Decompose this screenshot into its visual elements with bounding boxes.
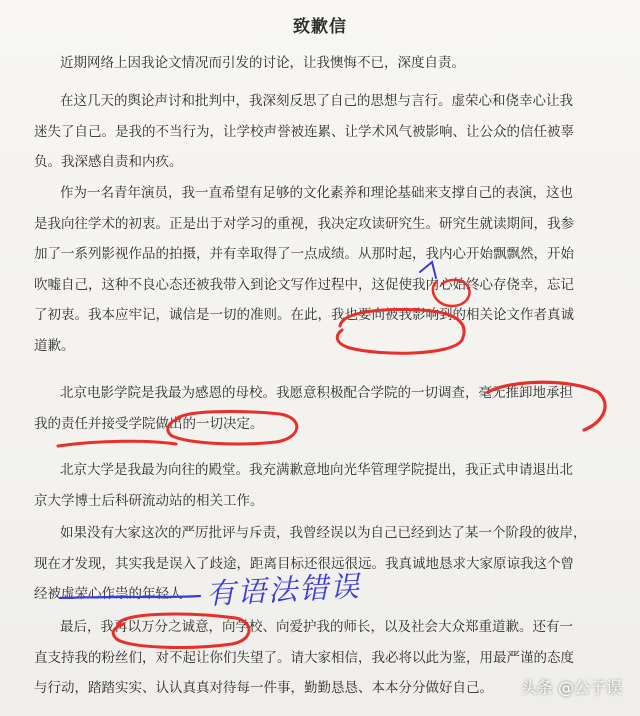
text-line: 吹嘘自己，这种不良心态还被我带入到论文写作过程中，这促使我内心始终心存侥幸，忘记 <box>34 276 574 293</box>
text-line: 是我向往学术的初衷。正是出于对学习的重视，我决定攻读研究生。研究生就读期间，我参 <box>34 215 574 232</box>
paragraph-3 <box>34 178 590 361</box>
text-line: 道歉。 <box>34 337 75 354</box>
text-line: 最后，我再以万分之诚意，向学校、向爱护我的师长，以及社会大众郑重道歉。还有一 <box>60 619 573 635</box>
text-line: 了初衷。我本应牢记，诚信是一切的准则。在此，我也要向被我影响到的相关论文作者真诚 <box>34 307 574 323</box>
handwritten-note: 有语法错误 <box>205 568 362 612</box>
text-line: 作为一名青年演员，我一直希望有足够的文化素养和理论基础来支撑自己的表演，这也 <box>60 185 573 201</box>
text-line: 现在才发现，其实我是误入了歧途，距离目标还很远很远。我真诚地恳求大家原谅我这个曾 <box>34 555 574 572</box>
text-line: 在这几天的舆论声讨和批判中，我深刻反思了自己的思想与言行。虚荣心和侥幸心让我 <box>60 93 573 109</box>
text-line: 负。我深感自责和内疚。 <box>34 154 183 170</box>
text-line: 京大学博士后科研流动站的相关工作。 <box>34 492 264 509</box>
paragraph-1 <box>60 48 590 79</box>
text-line: 迷失了自己。是我的不当行为，让学校声誉被连累、让学术风气被影响、让公众的信任被辜 <box>34 123 574 140</box>
text-line: 北京大学是我最为向往的殿堂。我充满歉意地向光华管理学院提出，我正式申请退出北 <box>60 462 573 478</box>
paragraph-5 <box>34 455 590 516</box>
text-line: 经被虚荣心作祟的年轻人 <box>34 586 183 602</box>
paragraph-2 <box>34 86 590 178</box>
text-line: 我的责任并接受学院做出的一切决定。 <box>34 415 264 432</box>
watermark-text: 头条 @公子误 <box>520 678 622 697</box>
underline-mark-responsibility <box>58 441 176 446</box>
source-watermark <box>521 675 622 698</box>
page-title: 致歉信 <box>293 17 347 37</box>
text-line: 与行动，踏踏实实、认认真真对待每一件事，勤勤恳恳、本本分分做好自己。 <box>34 680 493 696</box>
text-line: 如果没有大家这次的严厉批评与斥责，我曾经误以为自己已经到达了某一个阶段的彼岸， <box>60 525 587 541</box>
paragraph-7 <box>34 612 590 704</box>
text-line: 近期网络上因我论文情况而引发的讨论，让我懊悔不已，深度自责。 <box>60 55 465 71</box>
text-line: 直支持我的粉丝们，对不起让你们失望了。请大家相信，我必将以此为鉴，用最严谨的态度 <box>34 649 574 666</box>
text-line: 北京电影学院是我最为感恩的母校。我愿意积极配合学院的一切调查，毫无推卸地承担 <box>60 385 573 401</box>
paragraph-4 <box>34 378 590 439</box>
text-line: 加了一系列影视作品的拍摄，并有幸取得了一点成绩。从那时起，我内心开始飘飘然，开始 <box>34 246 574 262</box>
